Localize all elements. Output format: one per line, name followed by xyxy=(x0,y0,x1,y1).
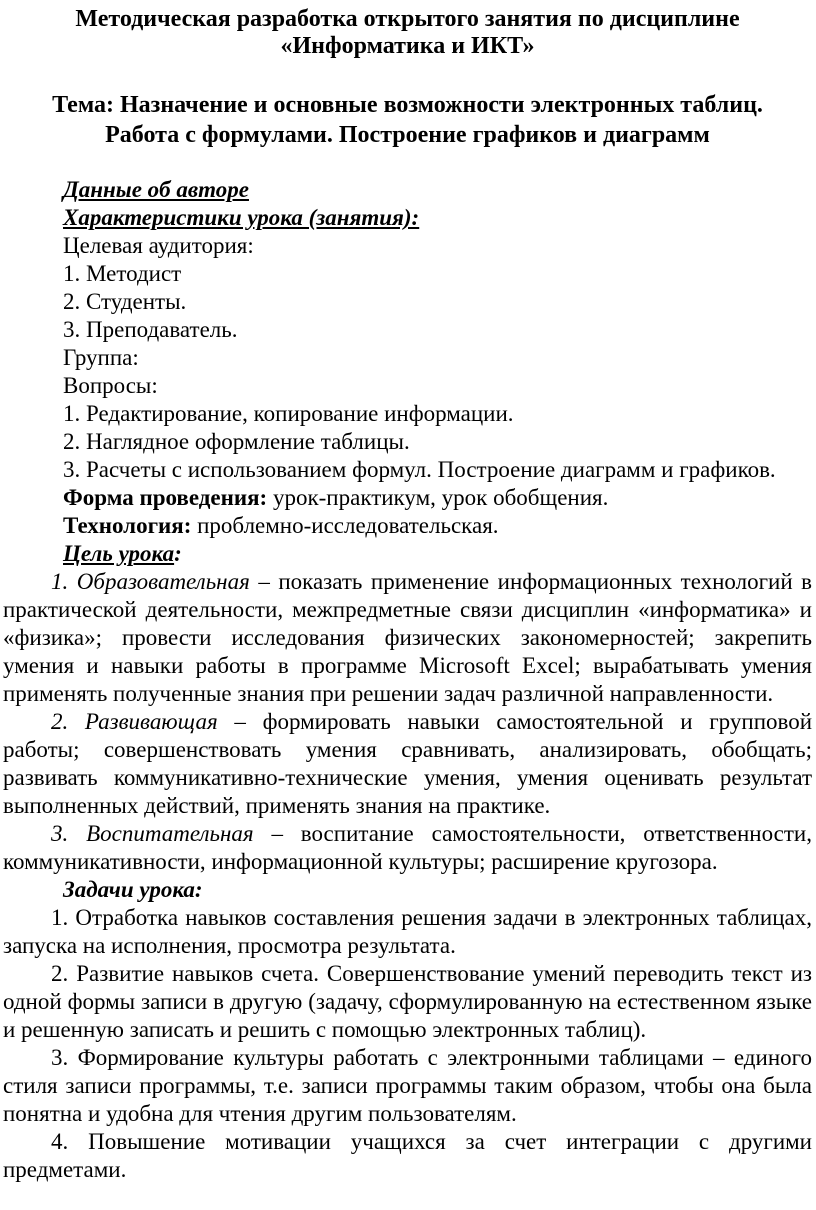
task-paragraph: 1. Отработка навыков составления решения задачи в электронных таблицах, запуска на исполнения, просмотра результата. xyxy=(3,905,812,958)
author-heading-paragraph xyxy=(3,176,812,204)
technology-value: проблемно-исследовательская. xyxy=(197,513,499,538)
goal-paragraph xyxy=(3,568,812,708)
tasks-heading: Задачи урока: xyxy=(63,877,203,902)
goal-name: Развивающая xyxy=(84,709,218,734)
task-paragraph: 2. Развитие навыков счета. Совершенствование умений переводить текст из одной формы записи в другую (задачу, сформулированную на естественном языке и решенную записать и решить с помощью электронных таблиц). xyxy=(3,961,812,1042)
technology-label: Технология: xyxy=(63,513,192,538)
document-body xyxy=(3,176,812,1184)
document-topic: Тема: Назначение и основные возможности электронных таблиц. Работа с формулами. Построение графиков и диаграмм xyxy=(52,92,763,148)
goal-number: 1. xyxy=(51,569,69,594)
audience-item: 2. Студенты. xyxy=(63,289,187,314)
audience-item: 3. Преподаватель. xyxy=(63,317,238,342)
goal-text: – формировать навыки самостоятельной и групповой работы; совершенствовать умения сравнивать, анализировать, обобщать; развивать коммуникативно-технические умения, умения оценивать результат выполненных действий, применять знания на практике. xyxy=(3,709,813,818)
question-item: 3. Расчеты с использованием формул. Построение диаграмм и графиков. xyxy=(63,457,776,482)
author-heading: Данные об авторе xyxy=(63,177,249,202)
task-paragraph: 3. Формирование культуры работать с электронными таблицами – единого стиля записи программы, т.е. записи программы таким образом, чтобы она была понятна и удобна для чтения другим пользователям. xyxy=(3,1045,812,1126)
characteristics-heading-paragraph xyxy=(3,204,812,232)
task-paragraph: 4. Повышение мотивации учащихся за счет интеграции с другими предметами. xyxy=(3,1129,812,1182)
document-title: Методическая разработка открытого занятия по дисциплине «Информатика и ИКТ» xyxy=(75,6,740,59)
goal-name: Воспитательная xyxy=(86,821,254,846)
technology-paragraph xyxy=(3,512,812,540)
goal-number: 3. xyxy=(51,821,69,846)
group-label: Группа: xyxy=(63,345,139,370)
goal-paragraph xyxy=(3,820,812,876)
question-item: 2. Наглядное оформление таблицы. xyxy=(63,429,410,454)
goal-name: Образовательная xyxy=(76,569,250,594)
goal-text: – воспитание самостоятельности, ответственности, коммуникативности, информационной культуры; расширение кругозора. xyxy=(3,821,812,874)
goal-paragraph xyxy=(3,708,812,820)
goal-heading: Цель урока xyxy=(63,541,175,566)
questions-label: Вопросы: xyxy=(63,373,158,398)
goal-heading-paragraph xyxy=(3,540,812,568)
audience-label: Целевая аудитория: xyxy=(63,233,254,258)
goal-number: 2. xyxy=(51,709,69,734)
question-item: 1. Редактирование, копирование информации. xyxy=(63,401,514,426)
form-value: урок-практикум, урок обобщения. xyxy=(272,485,609,510)
audience-item: 1. Методист xyxy=(63,261,182,286)
goal-text: – показать применение информационных технологий в практической деятельности, межпредметные связи дисциплин «информатика» и «физика»; провести исследования физических закономерностей; закрепить умения и навыки работы в программе Microsoft Excel; вырабатывать умения применять полученные знания при решении задач различной направленности. xyxy=(3,569,813,706)
goal-heading-colon: : xyxy=(174,541,182,566)
form-paragraph xyxy=(3,484,812,512)
characteristics-heading: Характеристики урока (занятия): xyxy=(63,205,420,230)
form-label: Форма проведения: xyxy=(63,485,268,510)
tasks-heading-paragraph xyxy=(3,876,812,904)
